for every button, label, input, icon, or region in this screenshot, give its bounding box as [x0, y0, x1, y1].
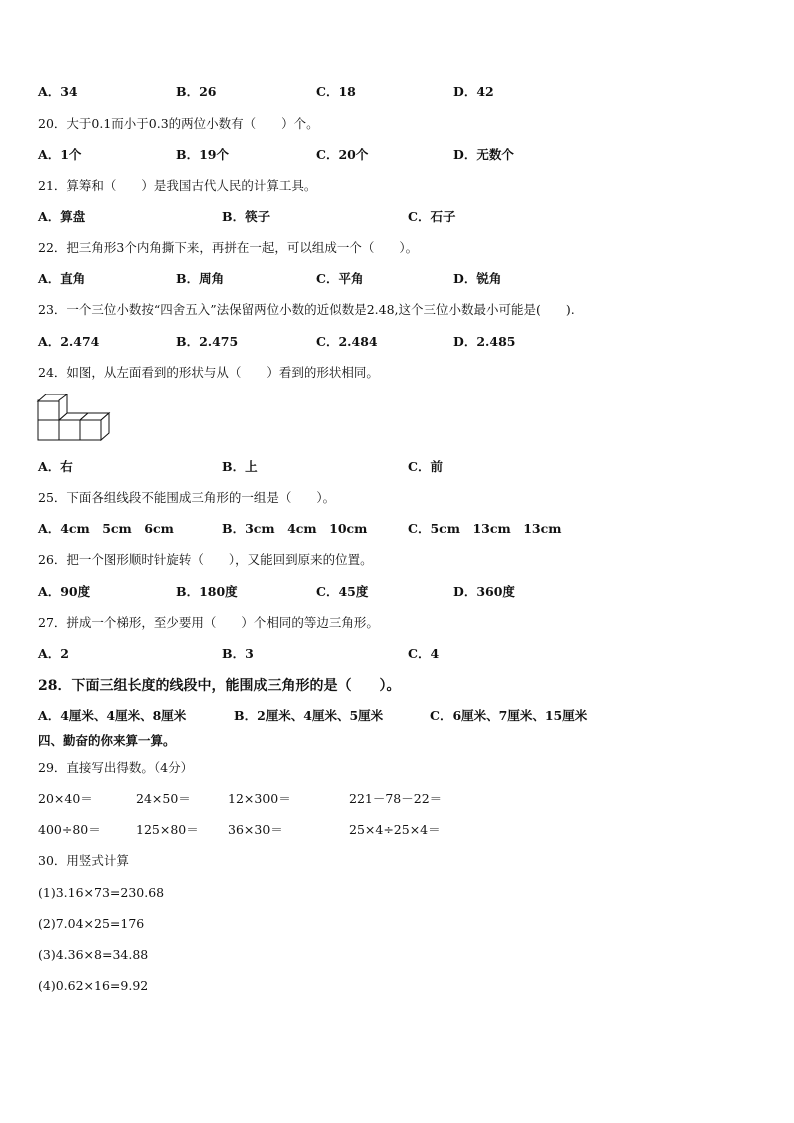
option-item: C．平角: [316, 271, 364, 286]
option-item: A．4厘米、4厘米、8厘米: [38, 708, 187, 723]
calc-item: 221－78－22＝: [349, 791, 443, 806]
calc-row: [38, 822, 758, 838]
options-row: [38, 459, 758, 475]
options-row: [38, 708, 758, 724]
option-item: A．1个: [38, 147, 82, 162]
option-item: B．3cm 4cm 10cm: [222, 521, 368, 536]
options-row: [38, 271, 758, 287]
question-text: 22．把三角形3个内角撕下来，再拼在一起，可以组成一个（ ）。: [38, 240, 419, 255]
option-item: A．90度: [38, 584, 91, 599]
cube-stack-figure: [36, 394, 116, 444]
calc-item: 20×40＝: [38, 791, 93, 806]
option-item: C．4: [408, 646, 440, 661]
options-row: [38, 584, 758, 600]
option-item: B．2厘米、4厘米、5厘米: [234, 708, 384, 723]
options-row: [38, 147, 758, 163]
options-row: [38, 209, 758, 225]
calc-item: 125×80＝: [136, 822, 199, 837]
question-text: 23．一个三位小数按“四舍五入”法保留两位小数的近似数是2.48,这个三位小数最小可能是( ).: [38, 302, 575, 317]
question-text: 26．把一个图形顺时针旋转（ ），又能回到原来的位置。: [38, 552, 373, 567]
option-item: C．18: [316, 84, 356, 99]
calc-item: 24×50＝: [136, 791, 191, 806]
option-item: C．45度: [316, 584, 369, 599]
option-item: B．上: [222, 459, 258, 474]
question-text: 20．大于0.1而小于0.3的两位小数有（ ）个。: [38, 116, 319, 131]
option-item: A．2: [38, 646, 69, 661]
calc-item: 12×300＝: [228, 791, 291, 806]
section-heading: 四、勤奋的你来算一算。: [38, 733, 176, 748]
option-item: C．前: [408, 459, 443, 474]
question-text: 21．算筹和（ ）是我国古代人民的计算工具。: [38, 178, 317, 193]
question-text: 27．拼成一个梯形，至少要用（ ）个相同的等边三角形。: [38, 615, 379, 630]
option-item: C．20个: [316, 147, 369, 162]
options-row: [38, 84, 758, 100]
option-item: D．2.485: [453, 334, 516, 349]
calc-item: (1)3.16×73=230.68: [38, 885, 165, 900]
option-item: D．无数个: [453, 147, 514, 162]
option-item: A．直角: [38, 271, 86, 286]
options-row: [38, 334, 758, 350]
option-item: C．5cm 13cm 13cm: [408, 521, 562, 536]
option-item: B．筷子: [222, 209, 271, 224]
option-item: D．锐角: [453, 271, 502, 286]
calc-item: (4)0.62×16=9.92: [38, 978, 149, 993]
option-item: B．180度: [176, 584, 238, 599]
option-item: A．34: [38, 84, 78, 99]
option-item: D．360度: [453, 584, 515, 599]
calc-item: 400÷80＝: [38, 822, 101, 837]
option-item: C．石子: [408, 209, 456, 224]
option-item: D．42: [453, 84, 494, 99]
option-item: B．3: [222, 646, 254, 661]
options-row: [38, 521, 758, 537]
option-item: B．2.475: [176, 334, 239, 349]
option-item: A．2.474: [38, 334, 100, 349]
option-item: A．4cm 5cm 6cm: [38, 521, 174, 536]
option-item: B．周角: [176, 271, 225, 286]
option-item: C．2.484: [316, 334, 378, 349]
option-item: B．26: [176, 84, 217, 99]
option-item: A．右: [38, 459, 73, 474]
question-text: 28．下面三组长度的线段中，能围成三角形的是（ ）。: [38, 678, 401, 694]
calc-item: 25×4÷25×4＝: [349, 822, 441, 837]
calc-item: 36×30＝: [228, 822, 283, 837]
calc-item: (3)4.36×8=34.88: [38, 947, 149, 962]
question-text: 25．下面各组线段不能围成三角形的一组是（ ）。: [38, 490, 336, 505]
question-text: 29．直接写出得数。（4分）: [38, 760, 194, 775]
option-item: A．算盘: [38, 209, 86, 224]
question-text: 24．如图，从左面看到的形状与从（ ）看到的形状相同。: [38, 365, 379, 380]
options-row: [38, 646, 758, 662]
option-item: B．19个: [176, 147, 229, 162]
calc-row: [38, 791, 758, 807]
calc-item: (2)7.04×25=176: [38, 916, 145, 931]
option-item: C．6厘米、7厘米、15厘米: [430, 708, 588, 723]
question-text: 30．用竖式计算: [38, 853, 129, 868]
